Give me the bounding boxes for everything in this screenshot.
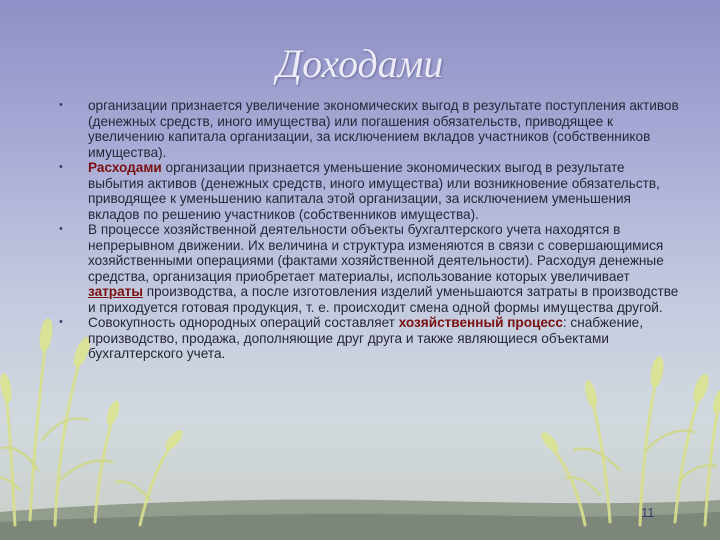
bullet-text-body: организации признается увеличение экономических выгод в результате поступления активов (денежных средств, иного имущества) или погашения обязательств, приводящее к увеличению капитала организации, за исключением вкладов участников (собственников имущества). xyxy=(88,98,679,160)
bullet-marker: • xyxy=(59,99,63,111)
bullet-marker: • xyxy=(59,223,63,235)
bullet-text-after: производства, а после изготовления изделий уменьшаются затраты в производстве и приходуется готовая продукция, т. е. происходит смена одной формы имущества другой. xyxy=(88,284,679,315)
bullet-text-before: В процессе хозяйственной деятельности объекты бухгалтерского учета находятся в непрерывном движении. Их величина и структура изменяются в связи с совершающимися хозяйственными операциями (фактами хозяйственной деятельности). Расходуя денежные средства, организация приобретает материалы, использование которых увеличивает xyxy=(88,222,664,284)
bullet-marker: • xyxy=(59,161,63,173)
term-business-process: хозяйственный процесс xyxy=(398,315,563,330)
bullet-text xyxy=(88,315,680,362)
bullet-item-2 xyxy=(55,160,680,222)
bullet-text xyxy=(88,98,680,160)
page-number: 11 xyxy=(641,505,655,520)
bullet-text-after: : снабжение, производство, продажа, дополняющие друг друга и также являющиеся объектами бухгалтерского учета. xyxy=(88,315,644,361)
bullet-item-3 xyxy=(55,222,680,315)
bullet-text xyxy=(88,222,680,315)
term-costs-link[interactable]: затраты xyxy=(88,284,143,299)
bullet-list xyxy=(55,98,680,362)
bullet-marker: • xyxy=(59,316,63,328)
bullet-text-body: организации признается уменьшение экономических выгод в результате выбытия активов (денежных средств, иного имущества) или возникновение обязательств, приводящее к уменьшению капитала этой организации, за исключением уменьшения вкладов по решению участников (собственников имущества). xyxy=(88,160,660,222)
slide-title: Доходами xyxy=(276,41,444,86)
term-expenses: Расходами xyxy=(88,160,162,175)
bullet-item-1 xyxy=(55,98,680,160)
bullet-item-4 xyxy=(55,315,680,362)
bullet-text xyxy=(88,160,680,222)
bullet-text-before: Совокупность однородных операций составляет xyxy=(88,315,399,330)
